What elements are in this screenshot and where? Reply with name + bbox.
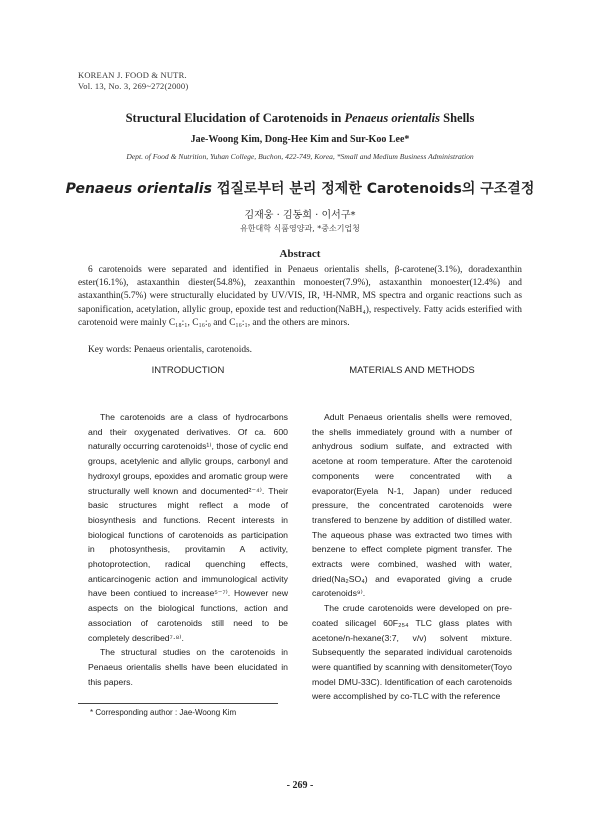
page-number: - 269 - [286,780,314,791]
paragraph: The crude carotenoids were developed on pre-coated silicagel 60F₂₅₄ TLC glass plates with acetone/n-hexane(3:7, v/v) solvent mixture. Subsequently the separated individual carotenoids were quantified by scanning with densitometer(Toyo model DMU-33C). Identification of each carotenoids were accomplished by co-TLC with the reference [312,603,512,702]
paragraph: The structural studies on the carotenoids in Penaeus orientalis shells have been elucidated in this papers. [88,647,288,687]
abstract-body [78,264,522,330]
paragraph: Adult Penaeus orientalis shells were removed, the shells immediately ground with a number of anhydrous sodium sulfate, and extracted with acetone at room temperature. After the carotenoid components were concentrated with a evaporator(Eyela N-1, Japan) under reduced pressure, the concentrated carotenoids were transfered to benzene by addition of distilled water. The aqueous phase was extracted two times with benzene to effect complete pigment transfer. The extracts were combined, washed with water, dried(Na₂SO₄) and evaporated giving a crude carotenoids⁹⁾. [312,412,512,599]
paper-title-en: Structural Elucidation of Carotenoids in Penaeus orientalis Shells [125,111,475,125]
authors-en: Jae-Woong Kim, Dong-Hee Kim and Sur-Koo Lee* [190,134,410,145]
journal-header [78,70,188,92]
species-name: Penaeus orientalis [344,111,440,125]
authors-kr: 김재웅 · 김동희 · 이서구* [244,210,356,221]
paragraph: The carotenoids are a class of hydrocarbons and their oxygenated derivatives. Of ca. 600 naturally occurring carotenoids¹⁾, those of cyclic end groups, acetylenic and allylic groups, carbonyl and hydroxyl groups, epoxides and aromatic group were structurally well known and documented²⁻⁴⁾. Their basic structures might reflect a mode of biosynthesis and functions. Recent interests in biological functions of carotenoids as participation in photosynthesis, provitamin A activity, photoprotection, radical quenching effects, anticarcinogenic action and immunological activity have been contiued to increase⁵⁻⁷⁾. However new aspects on the biological functions, action and association of carotenoids still need to be completely described⁷·⁸⁾. [88,412,288,643]
introduction-body [88,410,288,689]
column-right [312,362,512,704]
affiliation-kr: 유한대학 식품영양과, *중소기업청 [240,224,360,233]
section-heading-methods: MATERIALS AND METHODS [349,365,475,376]
journal-volume: Vol. 13, No. 3, 269~272(2000) [78,81,189,91]
journal-name: KOREAN J. FOOD & NUTR. [78,70,187,80]
footnote-rule [78,703,278,704]
keywords: Key words: Penaeus orientalis, carotenoids. [88,345,253,355]
methods-body [312,410,512,704]
abstract-text: 6 carotenoids were separated and identified in Penaeus orientalis shells, β-carotene(3.1%), doradexanthin ester(16.1%), astaxanthin diester(54.8%), zeaxanthin monoester(7.9%), astaxanthin monoester(12.4%) and astaxanthin(5.7%) were structurally elucidated by UV/VIS, IR, ¹H-NMR, MS spectra and organic reactions such as saponification, acetylation, allylic group, epoxide test and reduction(NaBH₄), respectively. Fatty acids esterified with carotenoid were mainly C₁₈:₁, C₁₆:₀ and C₁₆:₁, and the others are minors. [78,265,522,328]
column-left [88,362,288,689]
abstract-heading: Abstract [279,248,321,260]
affiliation-en: Dept. of Food & Nutrition, Yuhan College, Buchon, 422-749, Korea, *Small and Medium Business Administration [126,152,474,161]
section-heading-introduction: INTRODUCTION [151,365,225,376]
paper-title-kr: Penaeus orientalis 껍질로부터 분리 정제한 Carotenoids의 구조결정 [65,181,535,197]
footnote: * Corresponding author : Jae-Woong Kim [90,708,237,717]
